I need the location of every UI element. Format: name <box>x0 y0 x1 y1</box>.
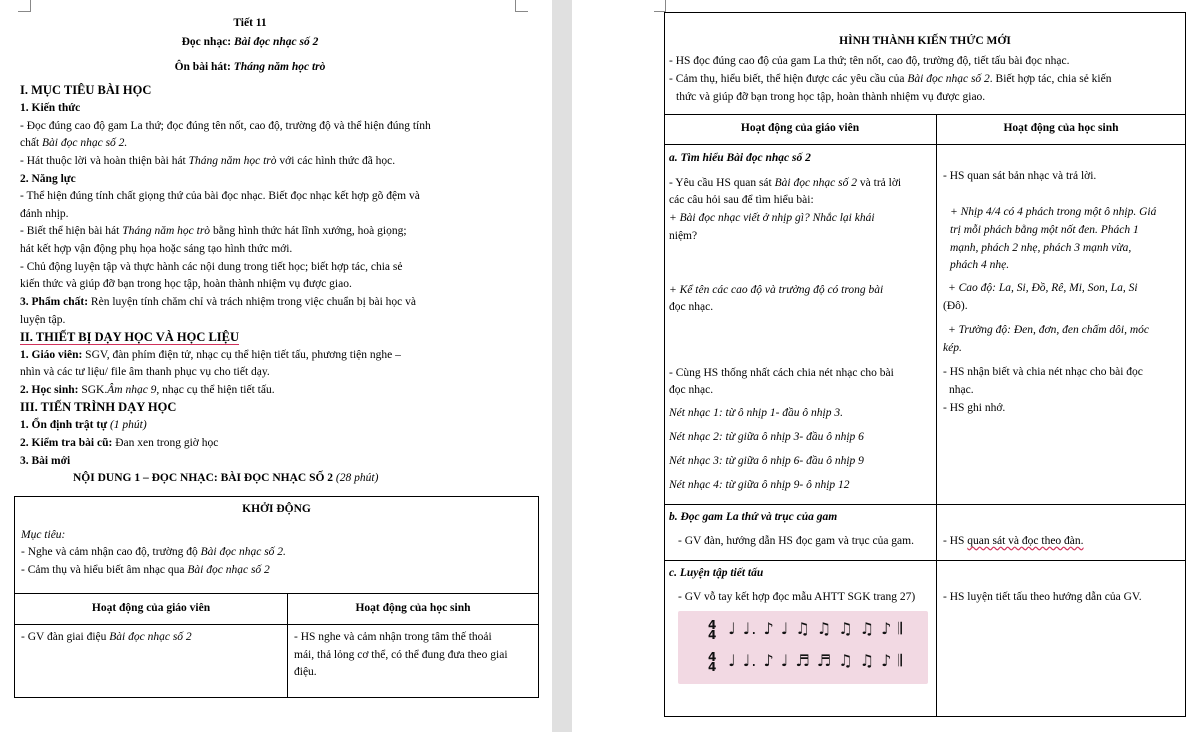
page-gap <box>552 0 572 732</box>
student-line: mạnh, phách 2 nhẹ, phách 3 mạnh vừa, <box>950 242 1132 254</box>
phrase-1: Nét nhạc 1: từ ô nhịp 1- đầu ô nhịp 3. <box>669 407 843 419</box>
warmup-goal-1: - Nghe và cảm nhận cao độ, trường độ Bài đọc nhạc số 2. <box>21 546 286 559</box>
student-line: kép. <box>943 342 962 354</box>
student-line: + Cao độ: La, Si, Đồ, Rê, Mi, Son, La, Si <box>948 282 1138 294</box>
phrase-2: Nét nhạc 2: từ giữa ô nhịp 3- đầu ô nhịp 6 <box>669 431 864 443</box>
text-line: - Đọc đúng cao độ gam La thứ; đọc đúng tên nốt, cao độ, trường độ và thể hiện đúng tính <box>20 120 431 132</box>
text-line: 2. Học sinh: SGK.Âm nhạc 9, nhạc cụ thể hiện tiết tấu. <box>20 384 275 396</box>
row-divider <box>664 560 1186 561</box>
student-line: - HS ghi nhớ. <box>943 402 1006 414</box>
text-line: - Biết thể hiện bài hát Tháng năm học trò bằng hình thức hát lĩnh xướng, hoà giọng; <box>20 225 407 237</box>
text-line: nhìn và các tư liệu/ file âm thanh phục vụ cho tiết dạy. <box>20 366 270 378</box>
teacher-line: + Bài đọc nhạc viết ở nhịp gì? Nhắc lại khái <box>669 212 875 224</box>
col-header-teacher: Hoạt động của giáo viên <box>740 122 860 134</box>
text-line: 3. Bài mới <box>20 455 71 467</box>
col-header-student: Hoạt động của học sinh <box>1003 122 1119 134</box>
teacher-line: + Kể tên các cao độ và trường độ có trong bài <box>669 284 884 296</box>
subsection-competence: 2. Năng lực <box>20 173 76 185</box>
margin-marker <box>30 0 31 12</box>
rhythm-row-2: 4 4 ♩ ♩. ♪ ♩ ♬ ♬ ♫ ♫ ♪ 𝄂 <box>708 649 903 674</box>
student-line: (Đô). <box>943 300 968 312</box>
phrase-3: Nét nhạc 3: từ giữa ô nhịp 6- đầu ô nhịp 9 <box>669 455 864 467</box>
section-3-heading: III. TIẾN TRÌNH DẠY HỌC <box>20 400 177 414</box>
warmup-table <box>14 496 539 698</box>
review-prefix: Ôn bài hát: <box>174 61 234 73</box>
teacher-line: - GV vỗ tay kết hợp đọc mẫu AHTT SGK trang 27) <box>678 591 916 603</box>
teacher-line: đọc nhạc. <box>669 384 714 396</box>
goal-line: - Cảm thụ, hiểu biết, thể hiện được các yêu cầu của Bài đọc nhạc số 2. Biết hợp tác, chia sẻ kiến <box>669 73 1112 85</box>
table-border-top <box>664 12 1186 13</box>
text-line: hát kết hợp vận động phụ họa hoặc sáng tạo hình thức mới. <box>20 243 293 255</box>
row-divider <box>664 144 1186 145</box>
text-line: 1. Giáo viên: SGV, đàn phím điện tử, nhạc cụ thể hiện tiết tấu, phương tiện nghe – <box>20 349 401 361</box>
warmup-student-cell: - HS nghe và cảm nhận trong tâm thế thoải mái, thả lỏng cơ thể, có thể đung đưa theo giai điệu. <box>288 625 539 698</box>
content-1-heading: NỘI DUNG 1 – ĐỌC NHẠC: BÀI ĐỌC NHẠC SỐ 2 (28 phút) <box>73 472 379 484</box>
rhythm-score-image <box>678 611 928 684</box>
warmup-goal-label: Mục tiêu: <box>21 528 66 541</box>
time-signature-icon: 4 4 <box>708 649 718 674</box>
table-border-right <box>1185 12 1186 717</box>
lesson-number: Tiết 11 <box>233 17 267 29</box>
review-title: Tháng năm học trò <box>233 61 326 73</box>
reading-line <box>0 34 500 52</box>
margin-marker <box>516 11 528 12</box>
text-line: 2. Kiểm tra bài cũ: Đan xen trong giờ học <box>20 437 219 449</box>
reading-title: Bài đọc nhạc số 2 <box>234 36 319 48</box>
phrase-4: Nét nhạc 4: từ giữa ô nhịp 9- ô nhịp 12 <box>669 479 850 491</box>
text-line: - Thể hiện đúng tính chất giọng thứ của bài đọc nhạc. Biết đọc nhạc kết hợp gõ đệm và <box>20 190 420 202</box>
table-border-bottom <box>664 716 1186 717</box>
warmup-teacher-cell: - GV đàn giai điệu Bài đọc nhạc số 2 <box>15 625 288 698</box>
student-line: phách 4 nhẹ. <box>950 259 1010 271</box>
warmup-title: KHỞI ĐỘNG <box>242 503 311 515</box>
teacher-line: - Cùng HS thống nhất cách chia nét nhạc cho bài <box>669 367 894 379</box>
teacher-line: niệm? <box>669 230 698 242</box>
text-line: - Chủ động luyện tập và thực hành các nội dung trong tiết học; biết hợp tác, chia sẻ <box>20 261 403 273</box>
student-line: trị mỗi phách bằng một nốt đen. Phách 1 <box>950 224 1139 236</box>
teacher-line: đọc nhạc. <box>669 301 714 313</box>
student-line: + Nhịp 4/4 có 4 phách trong một ô nhịp. Giá <box>950 206 1157 218</box>
activity-a-heading: a. Tìm hiểu Bài đọc nhạc số 2 <box>669 152 811 164</box>
column-divider <box>936 114 937 717</box>
text-line: 3. Phẩm chất: Rèn luyện tính chăm chỉ và trách nhiệm trong việc chuẩn bị bài học và <box>20 296 417 308</box>
review-line <box>0 59 500 77</box>
rhythm-row-1: 4 4 ♩ ♩. ♪ ♩ ♫ ♫ ♫ ♫ ♪ 𝄂 <box>708 617 903 642</box>
row-divider <box>664 114 1186 115</box>
student-line: + Trường độ: Đen, đơn, đen chấm dôi, móc <box>948 324 1150 336</box>
student-line: - HS luyện tiết tấu theo hướng dẫn của GV. <box>943 591 1142 603</box>
text-line: 1. Ổn định trật tự (1 phút) <box>20 419 147 431</box>
warmup-goal-2: - Cảm thụ và hiểu biết âm nhạc qua Bài đọc nhạc số 2 <box>21 563 270 576</box>
col-header-teacher: Hoạt động của giáo viên <box>15 594 288 625</box>
student-line: - HS quan sát và đọc theo đàn. <box>943 535 1084 547</box>
margin-marker <box>18 11 30 12</box>
activity-c-heading: c. Luyện tập tiết tấu <box>669 567 764 579</box>
teacher-line: các câu hỏi sau để tìm hiểu bài: <box>669 194 814 206</box>
page-right <box>572 0 1192 732</box>
student-line: - HS nhận biết và chia nét nhạc cho bài đọc <box>943 366 1143 378</box>
text-line: kiến thức và giúp đỡ bạn trong học tập, hoàn thành nhiệm vụ được giao. <box>20 278 352 290</box>
section-title: HÌNH THÀNH KIẾN THỨC MỚI <box>839 35 1011 47</box>
teacher-line: - Yêu cầu HS quan sát Bài đọc nhạc số 2 và trả lời <box>669 177 902 189</box>
activity-b-heading: b. Đọc gam La thứ và trục của gam <box>669 511 838 523</box>
col-header-student: Hoạt động của học sinh <box>288 594 539 625</box>
goal-line: - HS đọc đúng cao độ của gam La thứ; tên nốt, cao độ, trường độ, tiết tấu bài đọc nhạc. <box>669 55 1070 67</box>
text-line: đánh nhịp. <box>20 208 69 220</box>
subsection-knowledge: 1. Kiến thức <box>20 102 81 114</box>
goal-line: thức và giúp đỡ bạn trong học tập, hoàn thành nhiệm vụ được giao. <box>676 91 986 103</box>
row-divider <box>664 504 1186 505</box>
page-left <box>0 0 552 732</box>
text-line: - Hát thuộc lời và hoàn thiện bài hát Tháng năm học trò với các hình thức đã học. <box>20 155 396 167</box>
reading-prefix: Đọc nhạc: <box>181 36 235 48</box>
time-signature-icon: 4 4 <box>708 617 718 642</box>
student-line: nhạc. <box>949 384 974 396</box>
teacher-line: - GV đàn, hướng dẫn HS đọc gam và trục của gam. <box>678 535 914 547</box>
text-line: luyện tập. <box>20 314 66 326</box>
section-2-heading: II. THIẾT BỊ DẠY HỌC VÀ HỌC LIỆU <box>20 330 240 344</box>
table-border-left <box>664 12 665 717</box>
section-1-heading: I. MỤC TIÊU BÀI HỌC <box>20 83 152 97</box>
text-line: chất Bài đọc nhạc số 2. <box>20 137 128 149</box>
student-line: - HS quan sát bản nhạc và trả lời. <box>943 170 1097 182</box>
warmup-goal-cell <box>15 497 539 594</box>
